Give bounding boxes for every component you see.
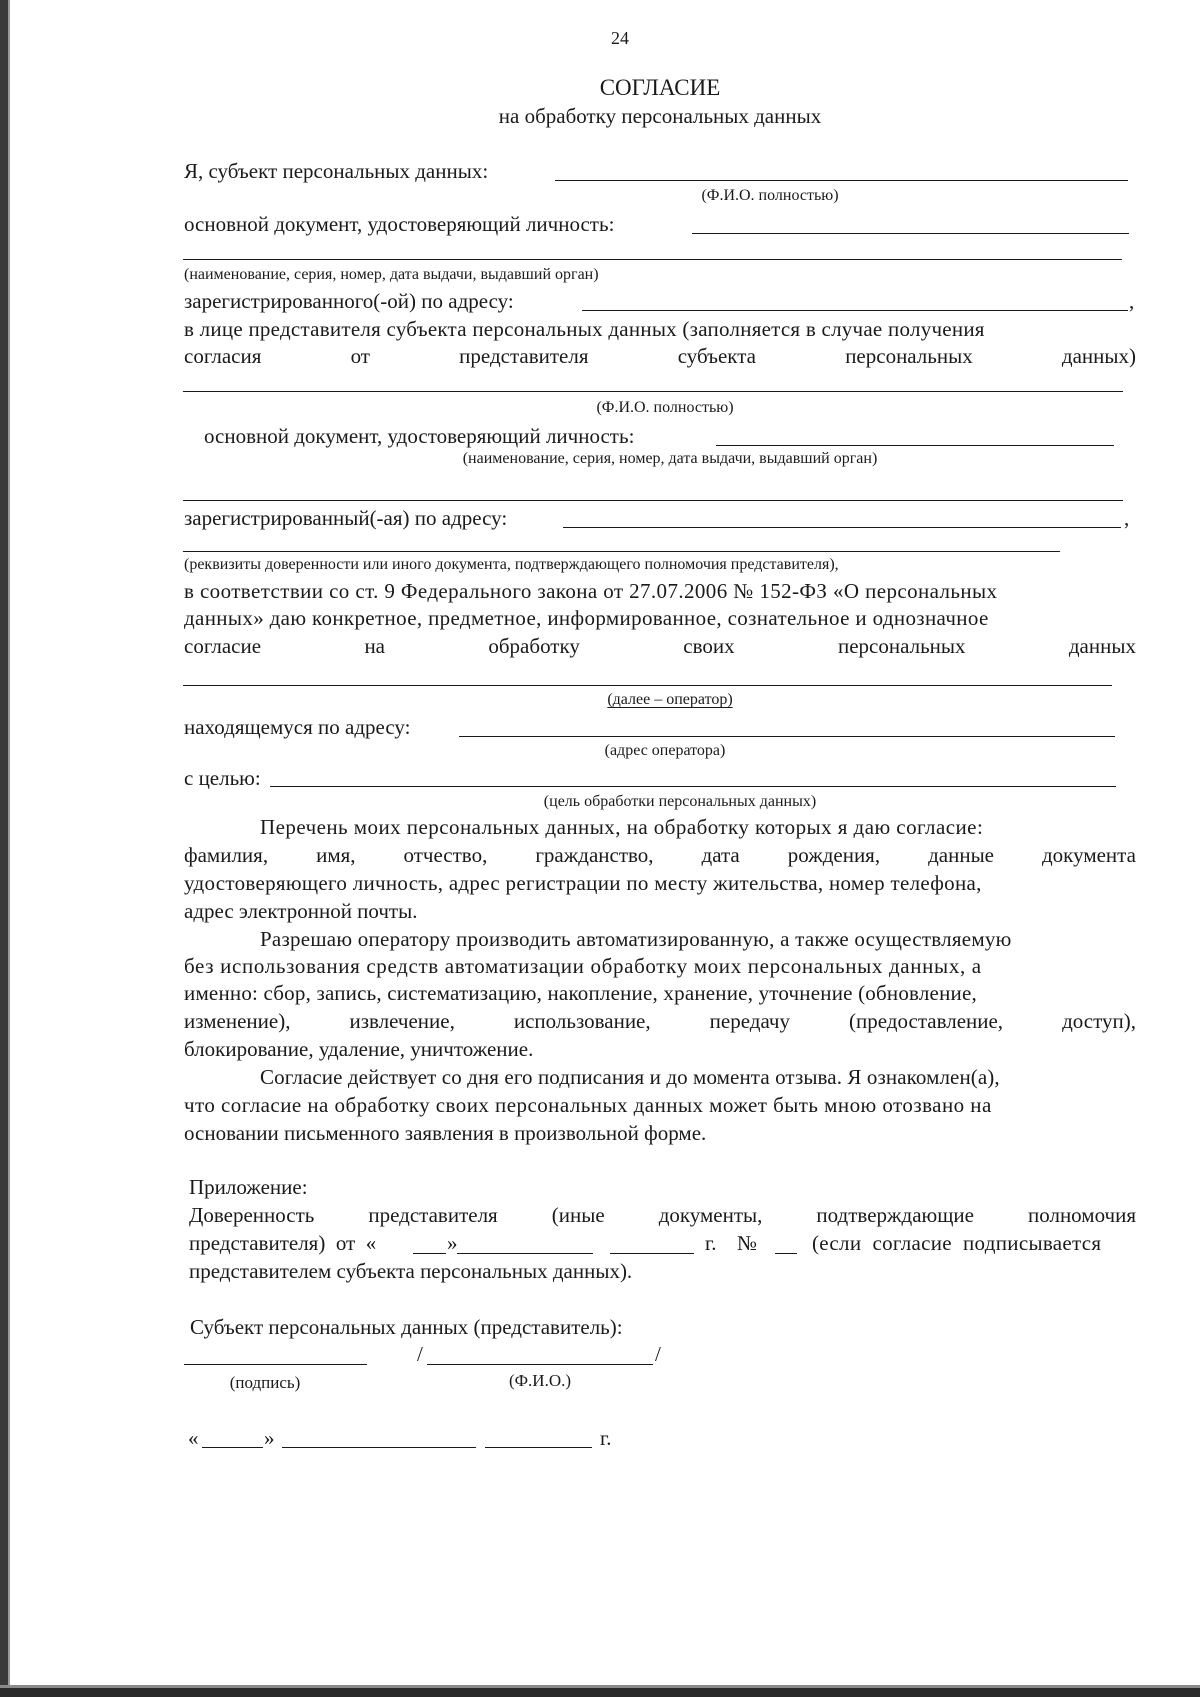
subject-fio-field[interactable] — [555, 180, 1128, 181]
representative-fio-hint: (Ф.И.О. полностью) — [596, 399, 734, 416]
appendix-word: документы, — [658, 1203, 763, 1227]
representative-fio-field[interactable] — [183, 391, 1123, 392]
power-number-field[interactable] — [775, 1253, 797, 1254]
date-day-field[interactable] — [202, 1447, 263, 1448]
power-month-field[interactable] — [457, 1253, 593, 1254]
list-line1: Перечень моих персональных данных, на обработку которых я даю согласие: — [260, 815, 984, 839]
appendix-line1 — [189, 1205, 1136, 1226]
operator-hint: (далее – оператор) — [607, 691, 733, 708]
representative-address-comma: , — [1124, 506, 1130, 530]
appendix-year-suffix: г. — [705, 1231, 717, 1255]
permit-line5: блокирование, удаление, уничтожение. — [184, 1037, 534, 1061]
appendix-word: представителя — [368, 1203, 498, 1227]
list-word: рождения, — [787, 843, 881, 867]
purpose-field[interactable] — [270, 786, 1116, 787]
law-word: на — [364, 634, 385, 658]
permit-word: передачу — [709, 1009, 790, 1033]
law-word: своих — [683, 634, 735, 658]
list-line3: удостоверяющего личность, адрес регистрации по месту жительства, номер телефона, — [184, 871, 982, 895]
subject-doc-hint: (наименование, серия, номер, дата выдачи, выдавший орган) — [184, 266, 599, 283]
appendix-word: подтверждающие — [816, 1203, 974, 1227]
appendix-word: полномочия — [1028, 1203, 1136, 1227]
permit-word: использование, — [513, 1009, 651, 1033]
document-subtitle: на обработку персональных данных — [498, 104, 822, 128]
list-word: данные — [928, 843, 995, 867]
appendix-number-sign: № — [737, 1231, 758, 1255]
subject-doc-label: основной документ, удостоверяющий личность: — [184, 212, 615, 236]
purpose-hint: (цель обработки персональных данных) — [543, 793, 817, 810]
subject-label: Я, субъект персональных данных: — [184, 159, 489, 183]
appendix-line3: представителем субъекта персональных данных). — [189, 1259, 633, 1283]
appendix-line2-start: представителя) от « — [189, 1231, 377, 1255]
appendix-line2-end: (если согласие подписывается — [812, 1231, 1102, 1255]
list-word: имя, — [316, 843, 356, 867]
rep-word: данных) — [1061, 344, 1136, 368]
power-day-field[interactable] — [413, 1253, 446, 1254]
signature-slash-open: / — [417, 1342, 423, 1366]
law-word: персональных — [837, 634, 966, 658]
power-year-field[interactable] — [610, 1253, 694, 1254]
list-word: фамилия, — [184, 843, 269, 867]
subject-doc-field-line2[interactable] — [183, 259, 1122, 260]
signature-fio-field[interactable] — [427, 1364, 653, 1365]
permit-line1: Разрешаю оператору производить автоматизированную, а также осуществляемую — [260, 927, 1012, 951]
permit-word: (предоставление, — [849, 1009, 1004, 1033]
rep-word: персональных — [845, 344, 973, 368]
permit-line2: без использования средств автоматизации обработку моих персональных данных, а — [184, 954, 982, 978]
date-year-suffix: г. — [600, 1426, 612, 1450]
document-title: СОГЛАСИЕ — [599, 75, 721, 100]
permit-word: изменение), — [184, 1009, 291, 1033]
law-word: данных — [1068, 634, 1136, 658]
rep-word: представителя — [459, 344, 589, 368]
law-line2: данных» даю конкретное, предметное, информированное, сознательное и однозначное — [184, 606, 989, 630]
representative-power-field[interactable] — [183, 551, 1060, 552]
date-year-field[interactable] — [485, 1447, 592, 1448]
permit-word: извлечение, — [349, 1009, 455, 1033]
operator-address-label: находящемуся по адресу: — [184, 715, 411, 739]
signature-label: Субъект персональных данных (представитель): — [190, 1315, 623, 1339]
operator-address-field[interactable] — [459, 736, 1115, 737]
law-word: обработку — [488, 634, 580, 658]
list-word: дата — [701, 843, 740, 867]
subject-fio-hint: (Ф.И.О. полностью) — [701, 187, 839, 204]
operator-name-field[interactable] — [183, 685, 1112, 686]
validity-line3: основании письменного заявления в произвольной форме. — [184, 1121, 707, 1145]
signature-slash-close: / — [655, 1342, 661, 1366]
permit-line4 — [184, 1011, 1136, 1032]
date-quote-open: « — [188, 1426, 199, 1450]
validity-line1: Согласие действует со дня его подписания и до момента отзыва. Я ознакомлен(а), — [260, 1065, 1000, 1089]
representative-doc-field[interactable] — [716, 445, 1114, 446]
appendix-heading: Приложение: — [189, 1175, 308, 1199]
representative-power-hint: (реквизиты доверенности или иного документа, подтверждающего полномочия представителя), — [184, 556, 839, 573]
list-word: отчество, — [403, 843, 488, 867]
subject-address-label: зарегистрированного(-ой) по адресу: — [184, 289, 514, 313]
rep-word: от — [350, 344, 370, 368]
scan-edge — [0, 1688, 1200, 1697]
scan-edge — [0, 0, 8, 1697]
law-line1: в соответствии со ст. 9 Федерального закона от 27.07.2006 № 152-ФЗ «О персональных — [184, 579, 998, 603]
date-month-field[interactable] — [282, 1447, 476, 1448]
subject-address-comma: , — [1129, 289, 1135, 313]
rep-word: субъекта — [677, 344, 756, 368]
representative-line2 — [184, 346, 1136, 367]
permit-line3: именно: сбор, запись, систематизацию, накопление, хранение, уточнение (обновление, — [184, 981, 977, 1005]
appendix-word: (иные — [551, 1203, 605, 1227]
signature-field[interactable] — [184, 1364, 367, 1365]
signature-hint: (подпись) — [229, 1373, 301, 1392]
appendix-word: Доверенность — [189, 1203, 315, 1227]
subject-address-field[interactable] — [582, 310, 1128, 311]
validity-line2: что согласие на обработку своих персональных данных может быть мною отозвано на — [184, 1093, 992, 1117]
law-word: согласие — [184, 634, 262, 658]
representative-doc-field-line2[interactable] — [183, 500, 1123, 501]
permit-word: доступ), — [1062, 1009, 1136, 1033]
page-number: 24 — [611, 28, 629, 48]
list-word: гражданство, — [535, 843, 654, 867]
rep-word: согласия — [184, 344, 262, 368]
list-line4: адрес электронной почты. — [184, 899, 418, 923]
appendix-quote-close: » — [447, 1231, 458, 1255]
scan-edge — [8, 0, 10, 1697]
representative-address-field[interactable] — [563, 527, 1121, 528]
representative-doc-hint: (наименование, серия, номер, дата выдачи, выдавший орган) — [462, 450, 878, 467]
list-word: документа — [1042, 843, 1136, 867]
law-line3 — [184, 636, 1136, 657]
signature-fio-hint: (Ф.И.О.) — [508, 1371, 572, 1390]
purpose-label: с целью: — [184, 766, 261, 790]
representative-address-label: зарегистрированный(-ая) по адресу: — [184, 506, 508, 530]
representative-line1: в лице представителя субъекта персональных данных (заполняется в случае получения — [184, 317, 985, 341]
list-line2 — [184, 845, 1136, 866]
subject-doc-field[interactable] — [692, 233, 1129, 234]
representative-doc-label: основной документ, удостоверяющий личность: — [204, 424, 635, 448]
operator-address-hint: (адрес оператора) — [604, 742, 726, 759]
date-quote-close: » — [264, 1426, 275, 1450]
